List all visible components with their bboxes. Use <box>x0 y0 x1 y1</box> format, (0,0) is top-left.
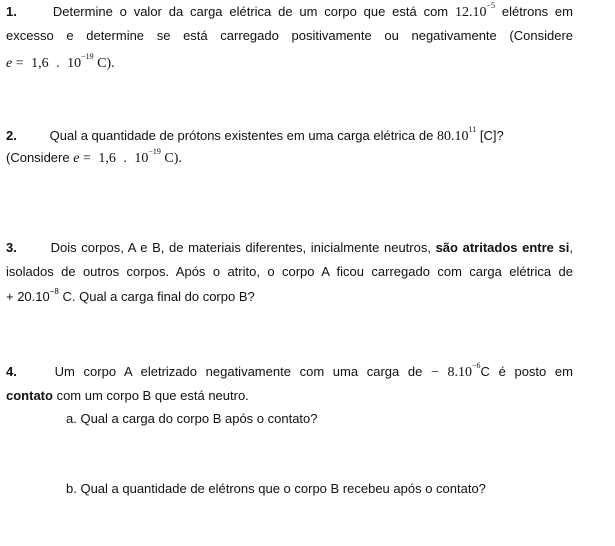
q1-text-b: elétrons em <box>501 4 573 19</box>
q4-line-1 <box>6 361 573 381</box>
q1-number: 1. <box>6 4 17 19</box>
q3-text-end: C. Qual a carga final do corpo B? <box>62 289 255 304</box>
q2-number: 2. <box>6 128 17 143</box>
q3-value: + $20.10^{-8}$ <box>6 286 59 304</box>
q4-text-b: C é posto em <box>480 364 573 379</box>
q1-line-2: excesso e determine se está carregado positivamente ou negativamente (Considere <box>6 28 573 43</box>
q4-sub-b: b. Qual a quantidade de elétrons que o corpo B recebeu após o contato? <box>66 481 486 496</box>
q4-line-2 <box>6 388 573 404</box>
q2-value: 80.10$^{11}$ <box>437 125 477 144</box>
q3-line-1: 3. Dois corpos, A e B, de materiais diferentes, inicialmente neutros, são atritados entre si, <box>6 240 573 255</box>
q2-text-b: [C]? <box>479 128 504 143</box>
q2-line-1 <box>6 125 573 145</box>
q4-number: 4. <box>6 364 17 379</box>
q1-line-1 <box>6 1 573 21</box>
q4-line2-rest: com um corpo B que está neutro. <box>56 388 249 403</box>
q4-text-a: Um corpo A eletrizado negativamente com uma carga de <box>54 364 423 379</box>
q3-text-bold: são atritados entre si <box>435 240 570 255</box>
q4-value: − $8.10^{-6}$ <box>431 361 481 380</box>
q3-line-2: isolados de outros corpos. Após o atrito, o corpo A ficou carregado com carga elétrica de <box>6 264 573 279</box>
q1-text-a: Determine o valor da carga elétrica de um corpo que está com <box>52 4 449 19</box>
q4-contato-bold: contato <box>6 388 53 403</box>
q2-consider: (Considere <box>6 150 70 165</box>
q2-formula: e = 1,6 . $10^{-19}$ C). <box>73 147 182 166</box>
q2-line-2 <box>6 147 573 167</box>
q3-number: 3. <box>6 240 17 255</box>
q3-text-a: Dois corpos, A e B, de materiais diferentes, inicialmente neutros, <box>50 240 431 255</box>
q3-line-3 <box>6 286 573 305</box>
q4-sub-a: a. Qual a carga do corpo B após o contato? <box>66 411 318 426</box>
q1-value: $12.10^{-5}$ <box>454 1 495 20</box>
q2-text-a: Qual a quantidade de prótons existentes em uma carga elétrica de <box>49 128 434 143</box>
q1-formula: e = 1,6 . $10^{-19}$ C). <box>6 52 115 71</box>
